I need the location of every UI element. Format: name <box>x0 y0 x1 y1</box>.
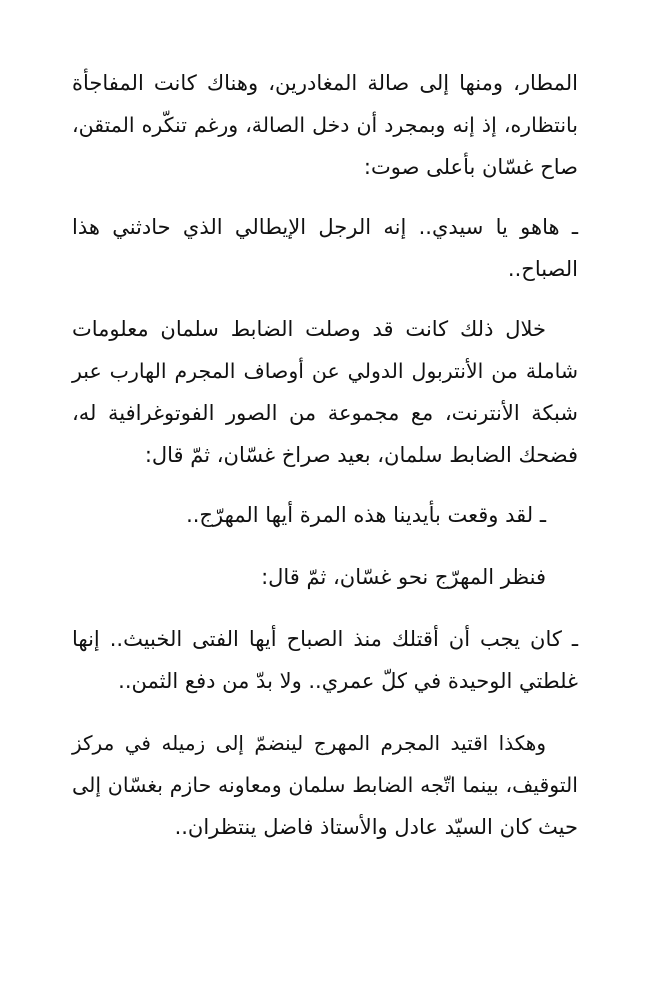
text-line: التوقيف، بينما اتّجه الضابط سلمان ومعاونه حازم بغسّان إلى <box>72 773 578 797</box>
text-line: الصباح.. <box>507 257 578 281</box>
text-line: المطار، ومنها إلى صالة المغادرين، وهناك كانت المفاجأة <box>72 71 578 95</box>
text-line: فنظر المهرّج نحو غسّان، ثمّ قال: <box>261 565 546 589</box>
dialogue-paragraph <box>72 494 578 536</box>
paragraph <box>72 308 578 476</box>
text-line: خلال ذلك كانت قد وصلت الضابط سلمان معلومات <box>72 317 546 341</box>
text-line: ـ كان يجب أن أقتلك منذ الصباح أيها الفتى الخبيث.. إنها <box>72 627 578 651</box>
dialogue-paragraph <box>72 206 578 290</box>
text-line: وهكذا اقتيد المجرم المهرج لينضمّ إلى زميله في مركز <box>72 731 546 755</box>
text-line: صاح غسّان بأعلى صوت: <box>363 155 578 179</box>
text-line: حيث كان السيّد عادل والأستاذ فاضل ينتظران.. <box>174 815 578 839</box>
text-line: شاملة من الأنتربول الدولي عن أوصاف المجرم الهارب عبر <box>72 359 578 383</box>
paragraph <box>72 722 578 848</box>
text-line: فضحك الضابط سلمان، بعيد صراخ غسّان، ثمّ قال: <box>144 443 578 467</box>
paragraph <box>72 556 578 598</box>
text-line: غلطتي الوحيدة في كلّ عمري.. ولا بدّ من دفع الثمن.. <box>118 669 578 693</box>
text-line: ـ هاهو يا سيدي.. إنه الرجل الإيطالي الذي حادثني هذا <box>72 215 578 239</box>
paragraph <box>72 62 578 188</box>
text-line: شبكة الأنترنت، مع مجموعة من الصور الفوتوغرافية له، <box>72 401 578 425</box>
book-page <box>72 62 578 940</box>
text-line: ـ لقد وقعت بأيدينا هذه المرة أيها المهرّج.. <box>186 503 546 527</box>
dialogue-paragraph <box>72 618 578 702</box>
text-line: بانتظاره، إذ إنه وبمجرد أن دخل الصالة، ورغم تنكّره المتقن، <box>72 113 578 137</box>
